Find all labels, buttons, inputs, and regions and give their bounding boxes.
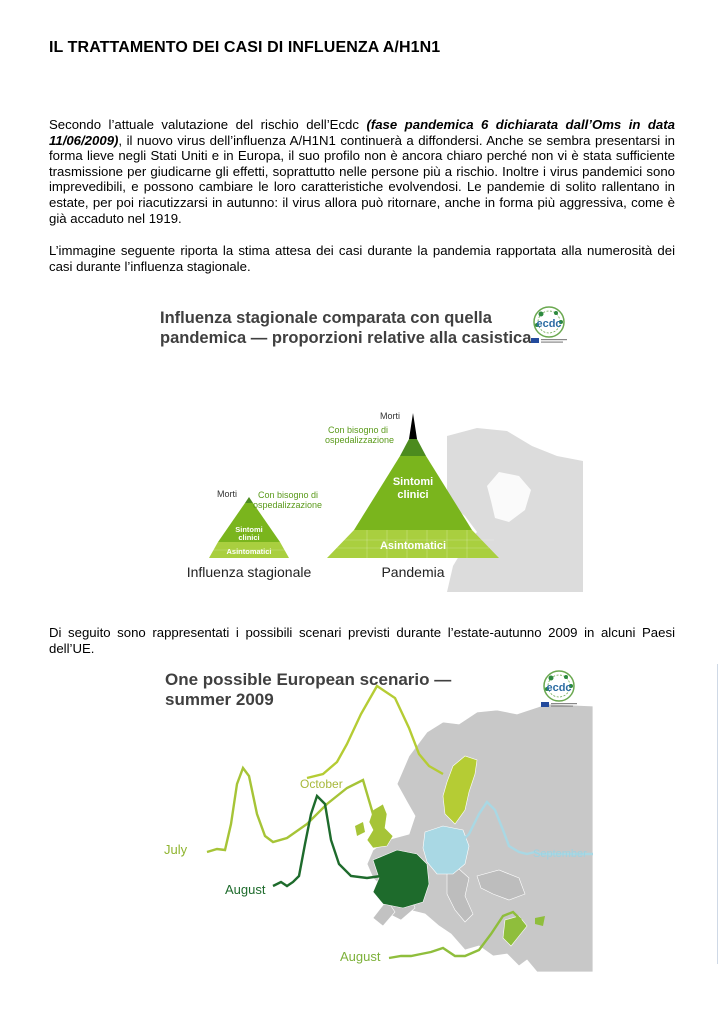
july-label: July (164, 842, 188, 857)
svg-text:ecdc: ecdc (536, 318, 562, 330)
pandemic-hospital-label-2: ospedalizzazione (325, 435, 395, 445)
seasonal-tip (245, 497, 253, 503)
pandemic-clinical-label-2: clinici (397, 489, 429, 501)
figure1-title: Influenza stagionale comparata con quella pandemica — proporzioni relative alla casistica (160, 309, 532, 347)
page-edge-divider (717, 664, 718, 964)
figure1-graphic (147, 296, 583, 592)
august-left-label: August (225, 882, 266, 897)
seasonal-hospital-label-1: Con bisogno di (258, 490, 319, 500)
october-label: October (300, 777, 343, 791)
seasonal-clinical-label-2: clinici (238, 533, 260, 542)
seasonal-clinical-label-1: Sintomi (235, 525, 263, 534)
svg-text:ecdc: ecdc (546, 682, 572, 694)
figure2-graphic (147, 664, 593, 972)
europe-map (367, 704, 593, 972)
document-title: IL TRATTAMENTO DEI CASI DI INFLUENZA A/H1N1 (49, 39, 441, 56)
pandemic-asymptomatic-label: Asintomatici (379, 540, 447, 552)
paragraph-scenarios-intro: Di seguito sono rappresentati i possibili scenari previsti durante l’estate-autunno 2009 in alcuni Paesi dell’UE. (49, 625, 675, 656)
paragraph-text-end: , il nuovo virus dell’influenza A/H1N1 continuerà a diffondersi. Anche se sembra presentarsi in forma lieve negli Stati Uniti e in Europa, il suo profilo non è ancora chiaro perché non vi è stata sufficiente trasmissione per giudicarne gli effetti, soprattutto nelle persone più a rischio. Inoltre i virus pandemici sono imprevedibili, e possono cambiare le loro caratteristiche evolvendosi. Le pandemie di solito rallentano in estate, per poi riacutizzarsi in autunno: il virus allora può ritornare, anche in forma più aggressiva, come è già accaduto nel 1919. (49, 132, 675, 226)
pandemic-caption: Pandemia (381, 564, 445, 580)
paragraph-image-intro: L’immagine seguente riporta la stima attesa dei casi durante la pandemia rapportata alla numerosità dei casi durante l’influenza stagionale. (49, 243, 675, 274)
seasonal-deaths-label: Morti (217, 489, 237, 499)
figure-european-scenario (147, 664, 593, 972)
seasonal-asymptomatic-label: Asintomatici (226, 547, 272, 556)
september-label: September (533, 848, 587, 860)
pandemic-hospital-band (400, 439, 426, 456)
seasonal-caption: Influenza stagionale (186, 564, 312, 580)
pandemic-deaths-label: Morti (380, 411, 400, 421)
august-left-curve (273, 796, 381, 886)
august-bottom-label: August (340, 949, 381, 964)
pandemic-hospital-label-1: Con bisogno di (328, 425, 389, 435)
figure-seasonal-vs-pandemic (147, 296, 583, 592)
figure2-title: One possible European scenario — summer 2009 (165, 670, 452, 709)
paragraph-risk-assessment (49, 117, 675, 226)
july-curve (207, 768, 373, 852)
ecdc-logo-icon (535, 668, 583, 712)
france-region (373, 850, 429, 908)
paragraph-text-start: Secondo l’attuale valutazione del rischio dell’Ecdc (49, 117, 367, 132)
pandemic-clinical-label-1: Sintomi (392, 476, 434, 488)
seasonal-hospital-label-2: ospedalizzazione (253, 500, 323, 510)
pandemic-deaths-band (409, 413, 417, 439)
paragraph-emphasis: (fase pandemica 6 dichiarata dall’Oms in data 11/06/2009) (49, 117, 675, 148)
